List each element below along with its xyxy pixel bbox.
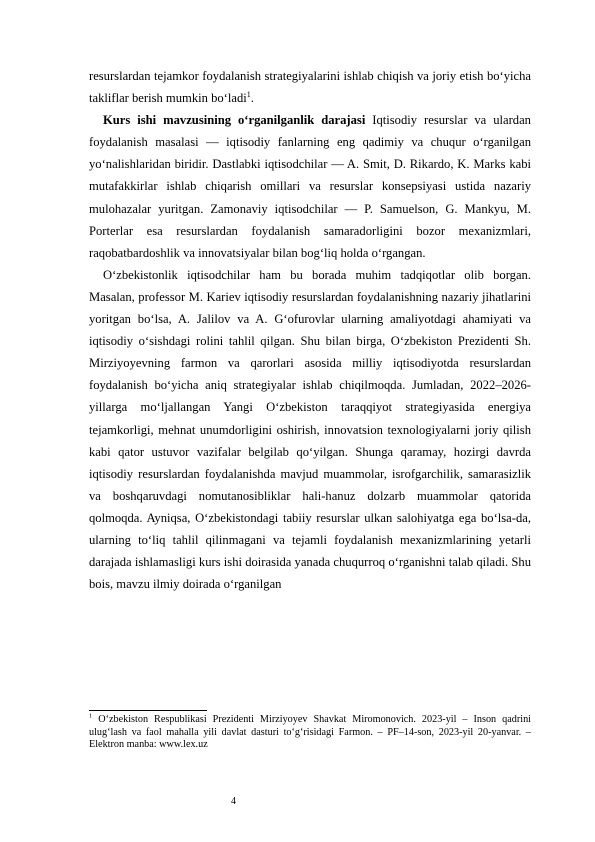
footnote-reference: 1	[246, 89, 251, 99]
paragraph-3-text: O‘zbekistonlik iqtisodchilar ham bu borada muhim tadqiqotlar olib borgan. Masalan, professor M. Kariev iqtisodiy resurslardan foydalanishning nazariy jihatlarini yoritgan bo‘lsa, A. Jalilov va A. G‘ofurovlar ularning amaliyotdagi ahamiyati va iqtisodiy o‘sishdagi rolini tahlil qilgan. Shu bilan birga, O‘zbekiston Prezidenti Sh. Mirziyoyevning farmon va qarorlari asosida milliy iqtisodiyotda resurslardan foydalanish bo‘yicha aniq strategiyalar ishlab chiqilmoqda. Jumladan, 2022–2026-yillarga mo‘ljallangan Yangi O‘zbekiston taraqqiyot strategiyasida energiya tejamkorligi, mehnat unumdorligini oshirish, innovatsion texnologiyalarni joriy qilish kabi qator ustuvor vazifalar belgilab qo‘yilgan. Shunga qaramay, hozirgi davrda iqtisodiy resurslardan foydalanishda mavjud muammolar, isrofgarchilik, samarasizlik va boshqaruvdagi nomutanosibliklar hali-hanuz dolzarb muammolar qatorida qolmoqda. Ayniqsa, O‘zbekistondagi tabiiy resurslar ulkan salohiyatga ega bo‘lsa-da, ularning to‘liq tahlil qilinmagani va tejamli foydalanish mexanizmlarining yetarli darajada ishlamasligi kurs ishi doirasida yanada chuqurroq o‘rganishni talab qiladi. Shu bois, mavzu ilmiy doirada o‘rganilgan	[89, 267, 531, 592]
paragraph-1-tail: .	[250, 91, 254, 106]
footnote-marker: 1	[89, 712, 93, 720]
paragraph-2-text: Iqtisodiy resurslar va ulardan foydalanish masalasi — iqtisodiy fanlarning eng qadimiy va chuqur o‘rganilgan yo‘nalishlaridan biridir. Dastlabki iqtisodchilar — A. Smit, D. Rikardo, K. Marks kabi mutafakkirlar ishlab chiqarish omillari va resurslar konsepsiyasi ustida nazariy mulohazalar yuritgan. Zamonaviy iqtisodchilar — P. Samuelson, G. Mankyu, M. Porterlar esa resurslardan foydalanish samaradorligini bozor mexanizmlari, raqobatbardoshlik va innovatsiyalar bilan bog‘liq holda o‘rgangan.	[89, 113, 531, 260]
paragraph-2	[89, 109, 531, 264]
footnote	[89, 714, 531, 752]
footnote-separator	[89, 710, 207, 711]
body-text	[89, 65, 531, 595]
footnote-text: O‘zbekiston Respublikasi Prezidenti Mirziyoyev Shavkat Miromonovich. 2023-yil – Inson qadrini ulug‘lash va faol mahalla yili davlat dasturi to‘g‘risidagi Farmon. – PF–14-son, 2023-yil 20-yanvar. – Elektron manba: www.lex.uz	[89, 714, 531, 750]
paragraph-3	[89, 264, 531, 595]
section-lead-heading: Kurs ishi mavzusining o‘rganilganlik darajasi	[103, 113, 366, 128]
page-number: 4	[231, 796, 236, 807]
paragraph-1-text: resurslardan tejamkor foydalanish strategiyalarini ishlab chiqish va joriy etish bo‘yicha takliflar berish mumkin bo‘ladi	[89, 69, 531, 106]
paragraph-1	[89, 65, 531, 109]
